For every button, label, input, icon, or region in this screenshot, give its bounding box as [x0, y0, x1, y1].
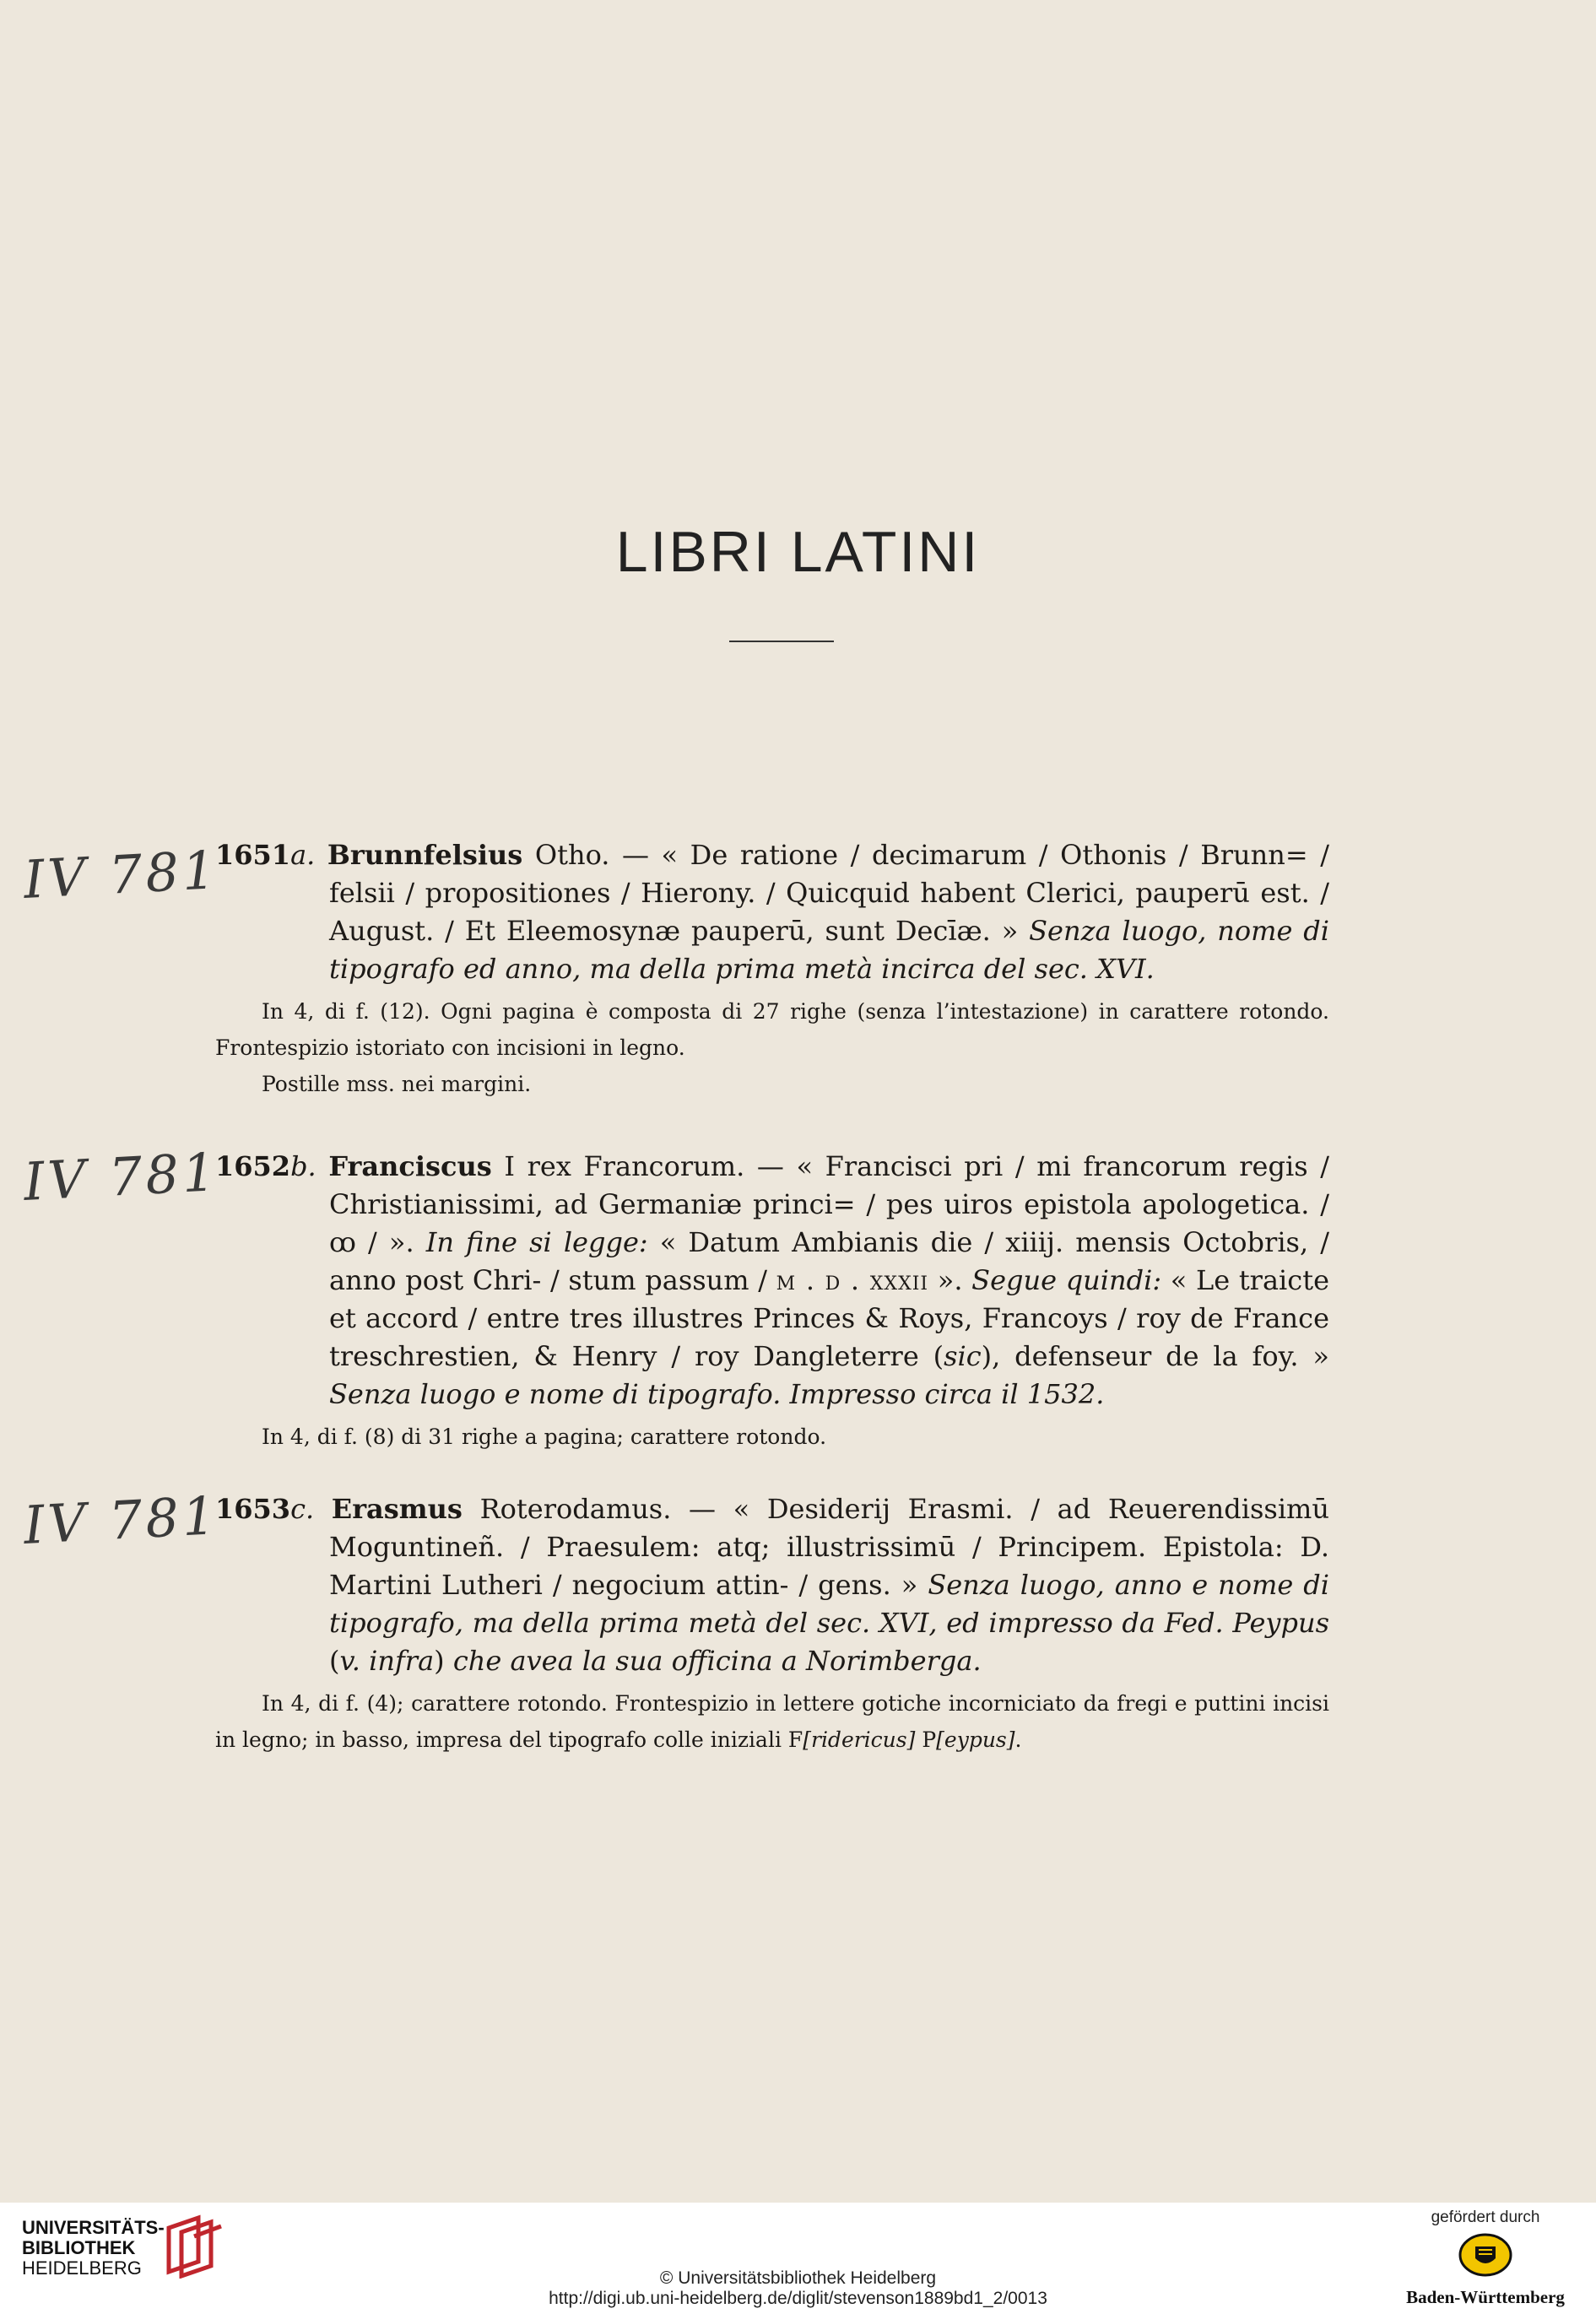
entry-note: In 4, di f. (8) di 31 righe a pagina; carattere rotondo. [262, 1425, 827, 1449]
entry-phrase: Segue quindi: [971, 1264, 1162, 1296]
entry-reference: v. infra [339, 1645, 435, 1677]
entry-description: Roterodamus. — « Desiderij Erasmi. / ad Reuerendissimū Moguntineñ. / Praesulem: atq; illustrissimū / Principem. Epistola: D. Martini Lutheri / negocium attin- / gens. » [329, 1493, 1330, 1601]
entry-imprint: Senza luogo, nome di tipografo ed anno, ma della prima metà incirca del sec. XVI. [329, 915, 1330, 985]
entry-sic: sic [944, 1340, 982, 1372]
entry-imprint: Senza luogo e nome di tipografo. Impresso circa il 1532. [329, 1378, 1105, 1410]
entry-text [215, 836, 1329, 988]
entry-letter: b. [290, 1150, 316, 1182]
entry-note-text: . [1014, 1727, 1022, 1752]
entry-description: Otho. — « De ratione / decimarum / Othonis / Brunn= / felsii / propositiones / Hierony. / Quicquid habent Clerici, pauperū est. / August. / Et Eleemosynæ pauperū, sunt Decīæ. » [329, 839, 1330, 947]
copyright-text: © Universitätsbibliothek Heidelberg [659, 2268, 937, 2288]
entry-number: 1652 [215, 1150, 291, 1182]
entry-number: 1651 [215, 839, 291, 871]
margin-shelfmark-1652: IV 781 [22, 1140, 221, 1214]
entry-note-expansion: [ridericus] [803, 1727, 916, 1752]
entry-letter: c. [290, 1493, 315, 1525]
library-name-line: HEIDELBERG [22, 2257, 142, 2279]
library-name-line: UNIVERSITÄTS- [22, 2217, 165, 2238]
entry-author: Brunnfelsius [327, 839, 523, 871]
entry-note: Postille mss. nei margini. [262, 1072, 532, 1096]
title-divider [729, 641, 834, 642]
entry-imprint: Senza luogo, anno e nome di tipografo, ma della prima metà del sec. XVI, ed impresso da Fed. Peypus [329, 1569, 1330, 1639]
entry-description: « Le traicte et accord / entre tres illustres Princes & Roys, Francoys / roy de France treschrestien, & Henry / roy Dangleterre ( [329, 1264, 1329, 1372]
margin-shelfmark-1653: IV 781 [22, 1484, 221, 1557]
funder-name[interactable]: Baden-Württemberg [1406, 2287, 1565, 2307]
entry-letter: a. [290, 839, 316, 871]
library-name-line: BIBLIOTHEK [22, 2237, 136, 2258]
entry-number: 1653 [215, 1493, 291, 1525]
catalog-entry-1653 [215, 1490, 1329, 1758]
entry-note-text: P [915, 1727, 937, 1752]
catalog-entry-1652 [215, 1148, 1329, 1455]
entry-description: ». [928, 1264, 972, 1296]
permalink-url[interactable]: http://digi.ub.uni-heidelberg.de/diglit/stevenson1889bd1_2/0013 [549, 2289, 1047, 2308]
entry-description: ( [329, 1645, 340, 1677]
entry-author: Erasmus [331, 1493, 463, 1525]
baden-wuerttemberg-emblem-icon [1458, 2228, 1512, 2282]
entry-note-expansion: [eypus] [936, 1727, 1015, 1752]
margin-shelfmark-1651: IV 781 [22, 838, 221, 911]
entry-text [215, 1490, 1329, 1680]
entry-description: ), defenseur de la foy. » [981, 1340, 1330, 1372]
entry-note: In 4, di f. (12). Ogni pagina è composta di 27 righe (senza l’intestazione) in carattere rotondo. Frontespizio istoriato con incisioni in legno. [215, 999, 1329, 1060]
catalog-entry-1651 [215, 836, 1329, 1102]
entry-description: ) [434, 1645, 453, 1677]
entry-note [215, 1685, 1329, 1758]
page-title: LIBRI LATINI [615, 520, 981, 584]
entry-description: « Datum Ambianis die / xiiij. mensis Octobris, / anno post Chri- / stum passum / [329, 1226, 1330, 1296]
entry-description: I rex Francorum. — « Francisci pri / mi francorum regis / Christianissimi, ad Germaniæ princi= / pes uiros epistola apologetica. / ꝏ / ». [329, 1150, 1330, 1258]
entry-note-text: In 4, di f. (4); carattere rotondo. Frontespizio in lettere gotiche incorniciato da fregi e puttini incisi in legno; in basso, impresa del tipografo colle iniziali F [215, 1691, 1329, 1752]
entry-imprint: che avea la sua officina a Norimberga. [452, 1645, 982, 1677]
entry-author: Franciscus [328, 1150, 492, 1182]
entry-phrase: In fine si legge: [425, 1226, 648, 1258]
funded-by-label: gefördert durch [1431, 2209, 1540, 2226]
entry-date: m . d . xxxii [776, 1264, 929, 1296]
entry-text [215, 1148, 1329, 1414]
